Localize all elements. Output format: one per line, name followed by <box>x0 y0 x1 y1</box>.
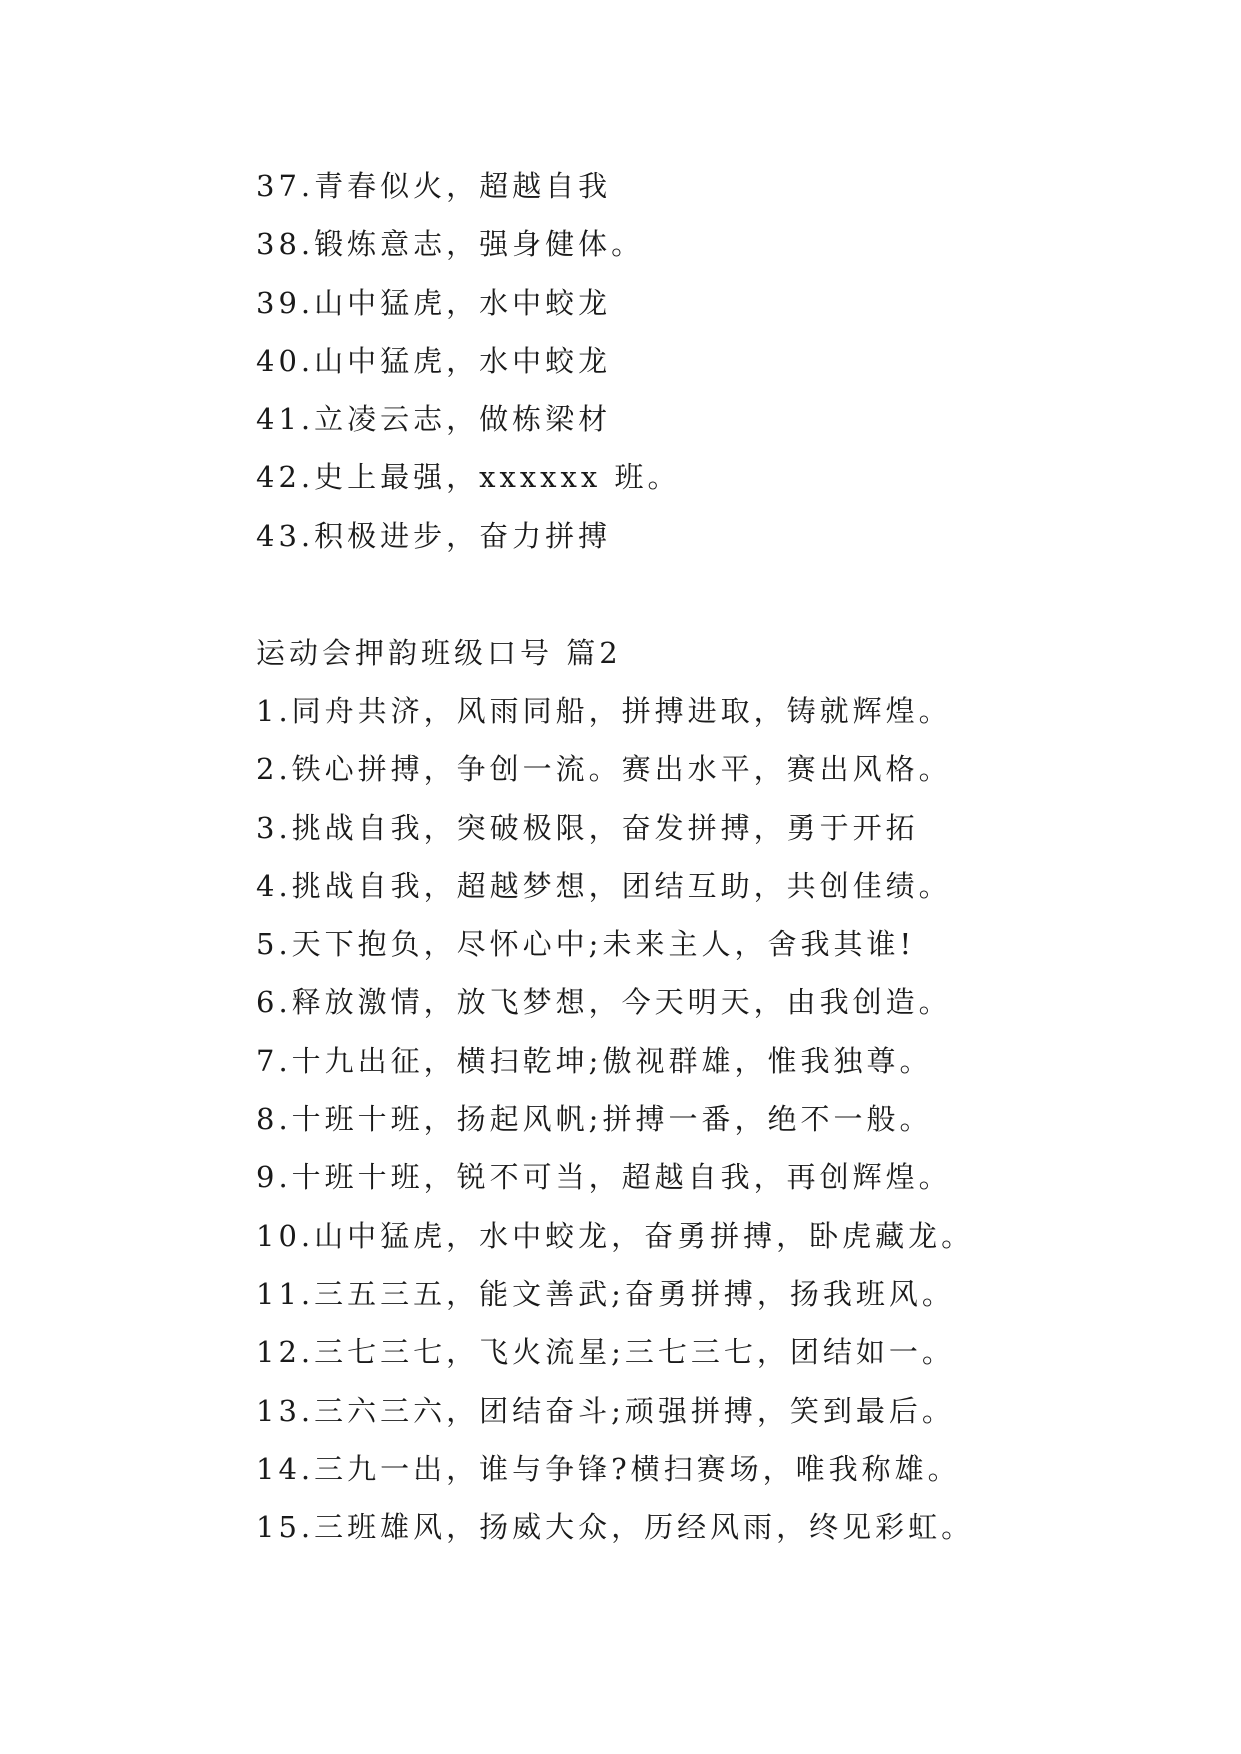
slogan-list <box>256 682 1156 1556</box>
slogan-list-continued <box>256 157 1156 565</box>
slogan-item: 41.立凌云志，做栋梁材 <box>256 402 612 437</box>
slogan-item: 12.三七三七，飞火流星;三七三七，团结如一。 <box>256 1335 955 1370</box>
section-heading: 运动会押韵班级口号 篇2 <box>256 636 622 670</box>
slogan-item: 9.十班十班，锐不可当，超越自我，再创辉煌。 <box>256 1160 952 1195</box>
slogan-item: 1.同舟共济，风雨同船，拼搏进取，铸就辉煌。 <box>256 694 952 728</box>
slogan-item: 42.史上最强，xxxxxx 班。 <box>256 460 681 495</box>
slogan-item: 10.山中猛虎，水中蛟龙，奋勇拼搏，卧虎藏龙。 <box>256 1218 975 1253</box>
slogan-item: 14.三九一出，谁与争锋?横扫赛场，唯我称雄。 <box>256 1451 961 1486</box>
slogan-item: 7.十九出征，横扫乾坤;傲视群雄，惟我独尊。 <box>256 1043 933 1078</box>
slogan-item: 6.释放激情，放飞梦想，今天明天，由我创造。 <box>256 985 952 1020</box>
slogan-item: 40.山中猛虎，水中蛟龙 <box>256 343 612 378</box>
slogan-item: 4.挑战自我，超越梦想，团结互助，共创佳绩。 <box>256 868 952 903</box>
slogan-item: 15.三班雄风，扬威大众，历经风雨，终见彩虹。 <box>256 1510 975 1545</box>
slogan-item: 13.三六三六，团结奋斗;顽强拼搏，笑到最后。 <box>256 1393 955 1428</box>
slogan-item: 37.青春似火，超越自我 <box>256 169 612 203</box>
slogan-item: 2.铁心拼搏，争创一流。赛出水平，赛出风格。 <box>256 752 952 787</box>
slogan-item: 3.挑战自我，突破极限，奋发拼搏，勇于开拓 <box>256 810 919 845</box>
slogan-item: 5.天下抱负，尽怀心中;未来主人，舍我其谁! <box>256 927 916 962</box>
slogan-item: 39.山中猛虎，水中蛟龙 <box>256 285 612 320</box>
slogan-item: 43.积极进步，奋力拼搏 <box>256 518 612 553</box>
slogan-item: 38.锻炼意志，强身健体。 <box>256 227 645 262</box>
slogan-item: 8.十班十班，扬起风帆;拼搏一番，绝不一般。 <box>256 1102 933 1137</box>
section-heading-block <box>256 624 1156 682</box>
slogan-item: 11.三五三五，能文善武;奋勇拼搏，扬我班风。 <box>256 1276 955 1311</box>
